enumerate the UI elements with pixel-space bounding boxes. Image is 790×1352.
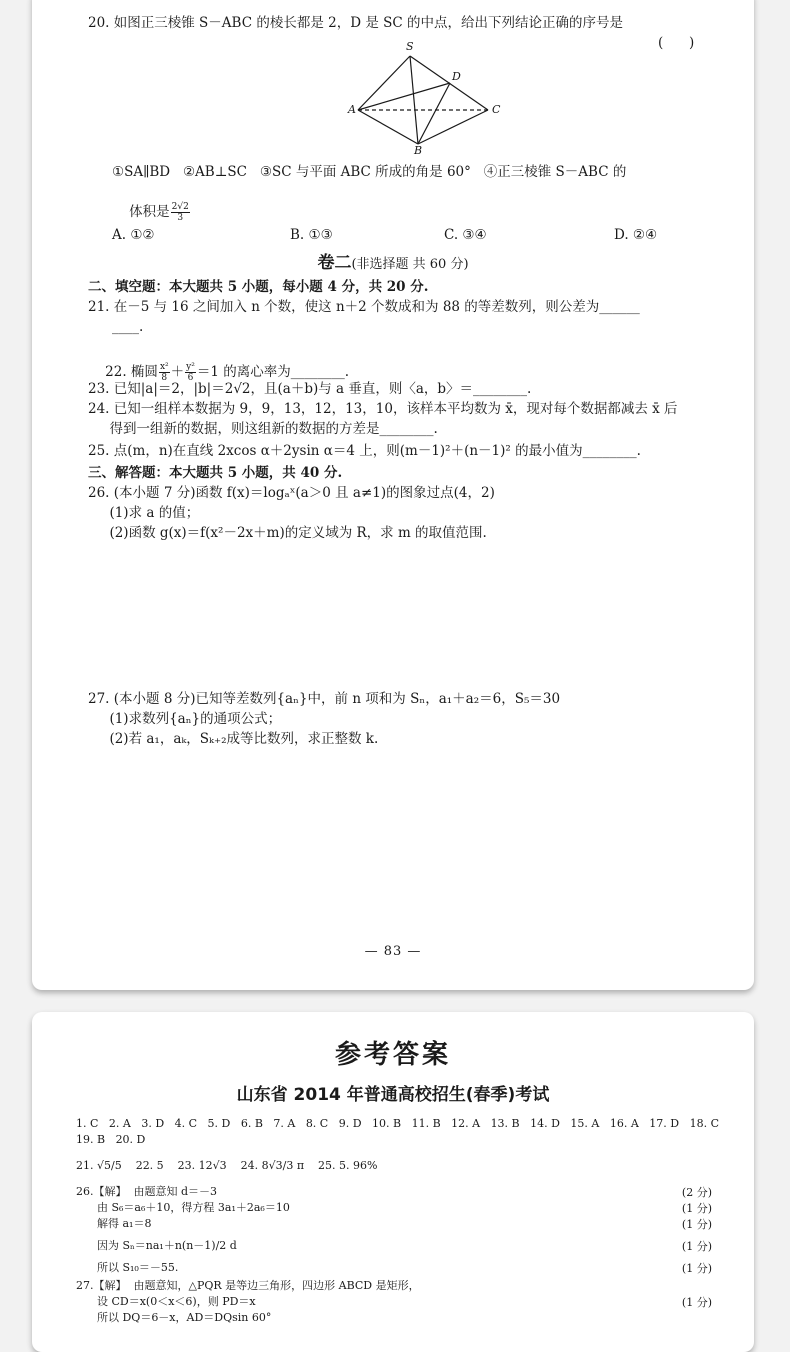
q21-line2: ____. — [112, 319, 144, 335]
section2-heading — [32, 248, 754, 273]
q26-line1: 26. (本小题 7 分)函数 f(x)＝logₐˣ(a＞0 且 a≠1)的图象过点(4，2) — [88, 485, 495, 501]
q27-line3: (2)若 a₁，aₖ，Sₖ₊₂成等比数列，求正整数 k. — [88, 731, 379, 747]
q20-option-d: D. ②④ — [614, 227, 658, 243]
sol26-row: 26.【解】 由题意知 d＝－3 — [76, 1185, 218, 1198]
q22: 22. 椭圆 $\frac{\text{x²}}{8}$ ＋ $\frac{\text{y²}}{6}$ ＝1 的离心率为________. — [105, 362, 349, 383]
sol27-row: 所以 DQ＝6－x，AD＝DQsin 60° — [76, 1311, 272, 1324]
q20-option-c: C. ③④ — [444, 227, 487, 243]
sol27-score: (1 分) — [681, 1296, 712, 1309]
vertex-a-label: A — [348, 103, 356, 116]
q20-option-a: A. ①② — [112, 227, 155, 243]
q26-line3: (2)函数 g(x)＝f(x²－2x＋m)的定义域为 R，求 m 的取值范围. — [88, 525, 487, 541]
sol26-row: 由 S₆＝a₆＋10，得方程 3a₁＋2a₆＝10 — [76, 1201, 290, 1214]
q22-frac-y: $\frac{\text{y²}}{6}$ — [186, 362, 195, 383]
sol26-score: (1 分) — [681, 1202, 712, 1215]
q20-statements: ①SA∥BD ②AB⊥SC ③SC 与平面 ABC 所成的角是 60° ④正三棱锥 S－ABC 的 — [112, 164, 627, 180]
q20-answer-paren: ( ) — [658, 35, 695, 51]
page-number: — 83 — — [364, 944, 422, 959]
sol26-score: (1 分) — [681, 1218, 712, 1231]
q26-line2: (1)求 a 的值； — [88, 505, 200, 521]
q20-volume-prefix: 体积是 — [129, 204, 170, 220]
vertex-c-label: C — [492, 103, 501, 116]
q20-option-b: B. ①③ — [290, 227, 333, 243]
sol26-row: 所以 S₁₀＝－55. — [76, 1261, 179, 1274]
vertex-b-label: B — [414, 144, 423, 157]
q23: 23. 已知|a|＝2，|b|＝2√2，且(a＋b)与 a 垂直，则〈a，b〉＝________. — [88, 381, 532, 397]
sol26-score: (2 分) — [681, 1186, 712, 1199]
q20-stem: 20. 如图正三棱锥 S－ABC 的棱长都是 2，D 是 SC 的中点，给出下列结论正确的序号是 — [88, 15, 623, 31]
q22-frac-x: $\frac{\text{x²}}{8}$ — [159, 362, 169, 383]
sol27-row: 设 CD＝x(0＜x＜6)，则 PD＝x — [76, 1295, 256, 1308]
solve-heading: 三、解答题：本大题共 5 小题，共 40 分. — [88, 465, 343, 481]
fill-answers: 21. √5/5 22. 5 23. 12√3 24. 8√3/3 π 25. 5. 96% — [76, 1159, 378, 1172]
sol26-score: (1 分) — [681, 1262, 712, 1275]
answer-key-page — [32, 1012, 754, 1352]
q20-volume-fraction: $\frac{2√2}{3}$ — [171, 202, 189, 223]
q27-line2: (1)求数列{aₙ}的通项公式； — [88, 711, 282, 727]
sol27-row: 27.【解】 由题意知，△PQR 是等边三角形，四边形 ABCD 是矩形， — [76, 1279, 420, 1292]
choice-answers-line1: 1. C 2. A 3. D 4. C 5. D 6. B 7. A 8. C 9. D 10. B 11. B 12. A 13. B 14. D 15. A 16. A 17. D 18. C — [76, 1117, 719, 1130]
fill-in-heading: 二、填空题：本大题共 5 小题，每小题 4 分，共 20 分. — [88, 279, 429, 295]
q21-line1: 21. 在－5 与 16 之间加入 n 个数，使这 n＋2 个数成和为 88 的等差数列，则公差为______ — [88, 299, 640, 315]
answer-key-title: 参考答案 — [334, 1040, 451, 1070]
sol26-row: 解得 a₁＝8 — [76, 1217, 152, 1230]
sol26-row: 因为 Sₙ＝na₁＋n(n－1)/2 d — [76, 1239, 237, 1252]
q27-line1: 27. (本小题 8 分)已知等差数列{aₙ}中，前 n 项和为 Sₙ，a₁＋a₂＝6，S₅＝30 — [88, 691, 561, 707]
vertex-s-label: S — [406, 40, 414, 53]
section2-title: 卷二 — [317, 253, 352, 273]
answer-key-subtitle: 山东省 2014 年普通高校招生(春季)考试 — [236, 1085, 550, 1105]
pyramid-figure — [348, 40, 508, 157]
section2-note: (非选择题 共 60 分) — [351, 257, 469, 272]
q24-line2: 得到一组新的数据，则这组新的数据的方差是________. — [88, 421, 438, 437]
q25: 25. 点(m，n)在直线 2xcos α＋2ysin α＝4 上，则(m－1)²＋(n－1)² 的最小值为________. — [88, 443, 641, 459]
pyramid-diagram — [348, 48, 508, 156]
choice-answers-line2: 19. B 20. D — [76, 1133, 146, 1146]
exam-page-83 — [32, 0, 754, 990]
vertex-d-label: D — [452, 70, 461, 83]
sol26-score: (1 分) — [681, 1240, 712, 1253]
q24-line1: 24. 已知一组样本数据为 9，9，13，12，13，10，该样本平均数为 x̄，现对每个数据都减去 x̄ 后 — [88, 401, 678, 417]
